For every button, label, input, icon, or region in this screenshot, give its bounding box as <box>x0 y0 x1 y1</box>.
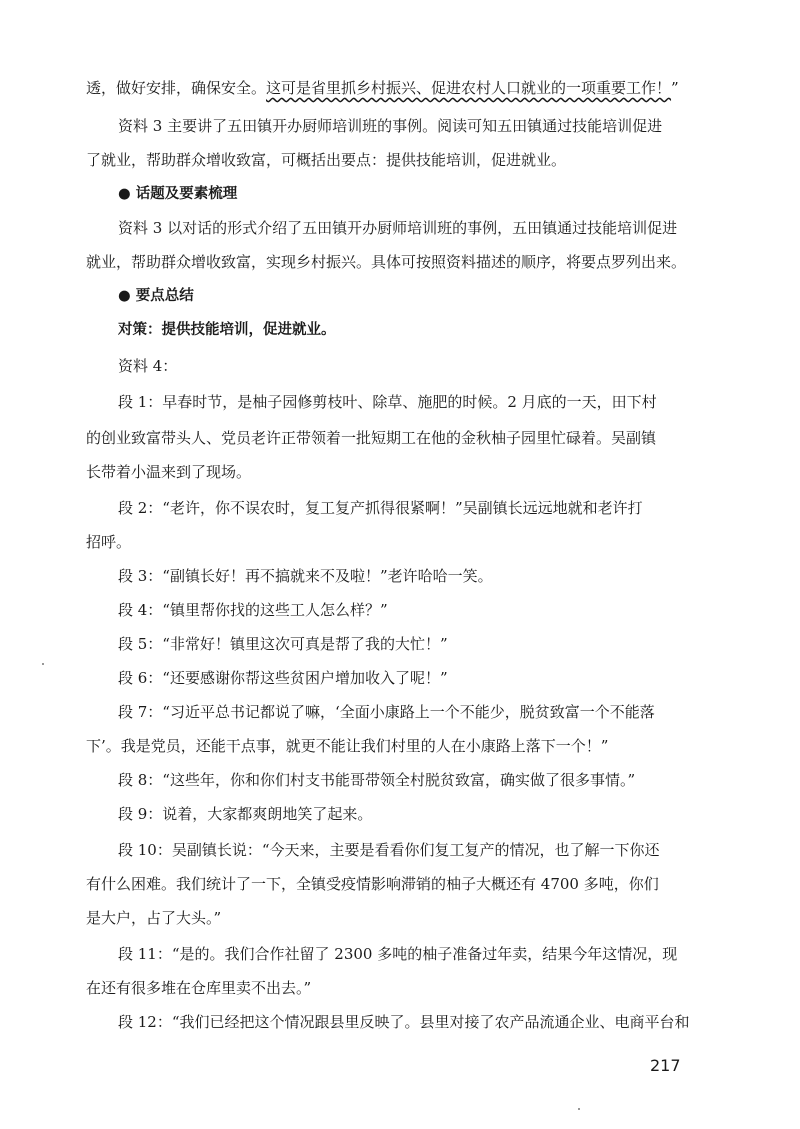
text-line: 资料 3 主要讲了五田镇开办厨师培训班的事例。阅读可知五田镇通过技能培训促进 <box>118 117 663 135</box>
paragraph-line: 段 8：“这些年，你和你们村支书能哥带领全村脱贫致富，确实做了很多事情。” <box>118 771 636 789</box>
paragraph-line: 段 7：“习近平总书记都说了嘛，‘全面小康路上一个不能少，脱贫致富一个不能落 <box>118 703 655 721</box>
section-heading <box>118 286 194 306</box>
text-line: 资料 3 以对话的形式介绍了五田镇开办厨师培训班的事例，五田镇通过技能培训促进 <box>118 219 678 237</box>
text-line: 了就业，帮助群众增收致富，可概括出要点：提供技能培训，促进就业。 <box>86 151 567 169</box>
page-number: 217 <box>650 1056 681 1075</box>
paragraph-line: 段 10：吴副镇长说：“今天来，主要是看看你们复工复产的情况，也了解一下你还 <box>118 841 660 859</box>
paragraph-line: 段 6：“还要感谢你帮这些贫困户增加收入了呢！” <box>118 669 448 687</box>
text-segment: 透，做好安排，确保安全。 <box>86 79 267 97</box>
paragraph-line: 段 12：“我们已经把这个情况跟县里反映了。县里对接了农产品流通企业、电商平台和 <box>118 1013 690 1031</box>
underlined-quote: 这可是省里抓乡村振兴、促进农村人口就业的一项重要工作！ <box>266 79 672 97</box>
bullet-icon: ● <box>118 186 131 202</box>
paragraph-line: 是大户，占了大头。” <box>86 909 222 927</box>
paragraph-line: 段 1：早春时节，是柚子园修剪枝叶、除草、施肥的时候。2 月底的一天，田下村 <box>118 393 657 411</box>
text-line <box>86 78 679 98</box>
bullet-icon: ● <box>118 288 131 304</box>
paragraph-line: 下’。我是党员，还能干点事，就更不能让我们村里的人在小康路上落下一个！” <box>86 737 609 755</box>
paragraph-line: 段 5：“非常好！镇里这次可真是帮了我的大忙！” <box>118 635 448 653</box>
scan-speck <box>42 663 44 665</box>
material-heading: 资料 4： <box>118 357 178 375</box>
paragraph-line: 的创业致富带头人、党员老许正带领着一批短期工在他的金秋柚子园里忙碌着。吴副镇 <box>86 429 657 447</box>
paragraph-line: 段 4：“镇里帮你找的这些工人怎么样？” <box>118 601 388 619</box>
scan-speck <box>578 1108 580 1110</box>
heading-text: 要点总结 <box>135 288 194 304</box>
text-segment: ” <box>671 79 679 97</box>
text-line: 就业，帮助群众增收致富，实现乡村振兴。具体可按照资料描述的顺序，将要点罗列出来。 <box>86 253 687 271</box>
heading-text: 话题及要素梳理 <box>135 186 238 202</box>
paragraph-line: 段 3：“副镇长好！再不搞就来不及啦！”老许哈哈一笑。 <box>118 567 493 585</box>
paragraph-line: 段 2：“老许，你不误农时，复工复产抓得很紧啊！”吴副镇长远远地就和老许打 <box>118 499 643 517</box>
paragraph-line: 在还有很多堆在仓库里卖不出去。” <box>86 979 312 997</box>
paragraph-line: 长带着小温来到了现场。 <box>86 463 252 481</box>
text-line: 对策：提供技能培训，促进就业。 <box>118 322 336 338</box>
section-heading <box>118 184 237 204</box>
paragraph-line: 招呼。 <box>86 533 132 551</box>
paragraph-line: 有什么困难。我们统计了一下，全镇受疫情影响滞销的柚子大概还有 4700 多吨，你们 <box>86 875 659 893</box>
paragraph-line: 段 11：“是的。我们合作社留了 2300 多吨的柚子准备过年卖，结果今年这情况，现 <box>118 945 678 963</box>
paragraph-line: 段 9：说着，大家都爽朗地笑了起来。 <box>118 805 373 823</box>
